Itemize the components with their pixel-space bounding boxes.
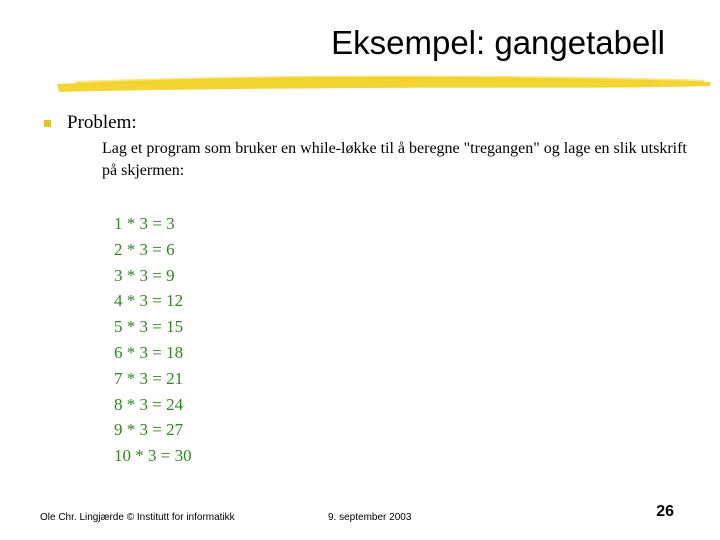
output-line: 9 * 3 = 27 (114, 420, 184, 440)
title-underline-brushstroke (55, 68, 715, 98)
multiplication-output (114, 211, 192, 469)
output-line: 1 * 3 = 3 (114, 214, 175, 233)
bullet-item-problem (44, 112, 137, 134)
output-line: 2 * 3 = 6 (114, 239, 175, 259)
output-line: 7 * 3 = 21 (114, 368, 184, 388)
output-line: 5 * 3 = 15 (114, 317, 184, 337)
output-line: 6 * 3 = 18 (114, 342, 184, 362)
square-bullet-icon (44, 120, 51, 127)
footer-date: 9. september 2003 (328, 512, 412, 523)
page-number: 26 (656, 503, 674, 520)
output-line: 10 * 3 = 30 (114, 446, 192, 466)
bullet-label: Problem: (67, 112, 137, 133)
output-line: 3 * 3 = 9 (114, 265, 175, 285)
problem-description: Lag et program som bruker en while-løkke til å beregne "tregangen" og lage en slik utskrift på skjermen: (102, 140, 687, 179)
slide-title: Eksempel: gangetabell (331, 24, 665, 61)
output-line: 4 * 3 = 12 (114, 291, 184, 311)
output-line: 8 * 3 = 24 (114, 394, 184, 414)
footer-author: Ole Chr. Lingjærde © Institutt for informatikk (40, 512, 235, 523)
